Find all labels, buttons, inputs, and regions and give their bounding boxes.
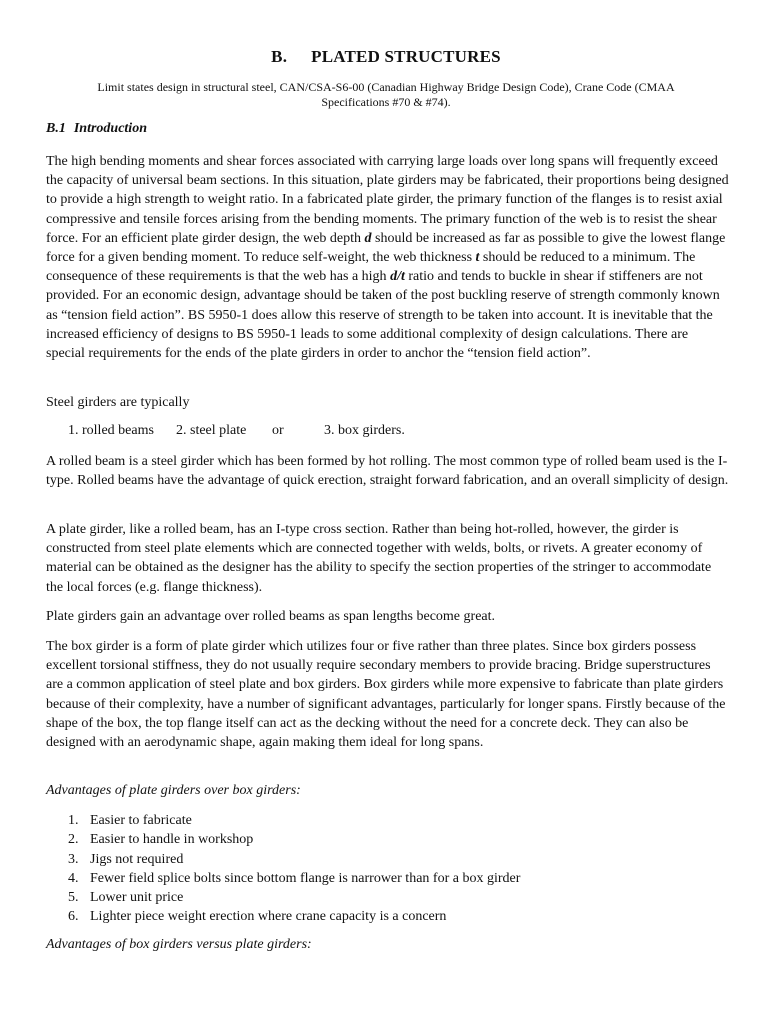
plate-girder-paragraph: A plate girder, like a rolled beam, has an I-type cross section. Rather than being hot-rolled, however, the girder is constructed from steel plate elements which are connected together with welds, bolts, or rivets. A greater economy of material can be obtained as the designer has the ability to specify the section properties of the stringer to accommodate the local forces (e.g. flange thickness). [46,522,712,595]
intro-text-3: should be reduced to a minimum. The consequence of these requirements is that the web has a high [46,250,696,285]
chapter-title: PLATED STRUCTURES [311,47,501,66]
section-heading [46,121,147,137]
intro-text-2: should be increased as far as possible to give the lowest flange force for a given bending moment. To reduce self-weight, the web thickness [46,230,726,266]
list-item: 6. Lighter piece weight erection where crane capacity is a concern [68,909,447,925]
chapter-number: B. [271,47,288,66]
document-page [46,0,729,1024]
symbol-d: d [364,230,372,246]
intro-text-1: The high bending moments and shear forces associated with carrying large loads over long spans will frequently exceed the capacity of universal beam sections. In this situation, plate girders may be fabricated, their proportions being designed to provide a high strength to weight ratio. In a fabricated plate girder, the primary function of the flanges is to resist axial compressive and tensile forces arising from the bending moments. The primary function of the web is to resist the shear force. For an efficient plate girder design, the web depth [46,154,729,246]
box-girder-paragraph: The box girder is a form of plate girder which utilizes four or five rather than three plates. Since box girders possess excellent torsional stiffness, they do not usually require secondary members to provide bracing. Bridge superstructures are a common application of steel plate and box girders. Box girders while more expensive to fabricate than plate girders because of their complexity, have a number of significant advantages, particularly for longer spans. Firstly because of the shape of the box, the top flange itself can act as the decking without the need for a concrete deck. They can also be designed with an aerodynamic shape, again making them ideal for long spans. [46,639,726,751]
page-title [46,47,726,67]
section-number: B.1 [46,121,66,136]
symbol-d-over-t: d/t [390,269,405,285]
box-advantages-heading: Advantages of box girders versus plate girders: [46,937,312,952]
section-title: Introduction [73,121,147,136]
girder-type-or: or [272,423,284,438]
list-item: 1. Easier to fabricate [68,813,192,828]
girder-types-list [68,423,405,439]
list-item: 5. Lower unit price [68,890,184,906]
page-subtitle: Limit states design in structural steel, CAN/CSA-S6-00 (Canadian Highway Bridge Design Code), Crane Code (CMAA Specifications #70 & #74). [97,80,675,109]
girder-type-rolled: 1. rolled beams [68,423,154,438]
symbol-t: t [475,250,480,266]
list-item: 3. Jigs not required [68,851,184,867]
girder-types-intro: Steel girders are typically [46,395,190,410]
list-item: 2. Easier to handle in workshop [68,832,254,848]
rolled-beam-paragraph: A rolled beam is a steel girder which has been formed by hot rolling. The most common type of rolled beam used is the I-type. Rolled beams have the advantage of quick erection, straight forward fabrication, and an overall simplicity of design. [46,454,729,489]
girder-type-plate: 2. steel plate [176,423,247,438]
plate-advantages-heading: Advantages of plate girders over box girders: [46,783,301,798]
intro-text-4: ratio and tends to buckle in shear if stiffeners are not provided. For an economic design, advantage should be taken of the post buckling reserve of strength commonly known as “tension field action”. BS 5950-1 does allow this reserve of strength to be taken into account. It is inevitable that the increased efficiency of designs to BS 5950-1 leads to some additional complexity of design calculations. There are special requirements for the ends of the plate girders in order to anchor the “tension field action”. [46,269,720,362]
plate-advantages-list [68,811,520,927]
intro-paragraph [46,152,730,363]
advantage-paragraph: Plate girders gain an advantage over rolled beams as span lengths become great. [46,609,496,624]
girder-type-box: 3. box girders. [324,423,405,438]
list-item: 4. Fewer field splice bolts since bottom flange is narrower than for a box girder [68,870,521,886]
